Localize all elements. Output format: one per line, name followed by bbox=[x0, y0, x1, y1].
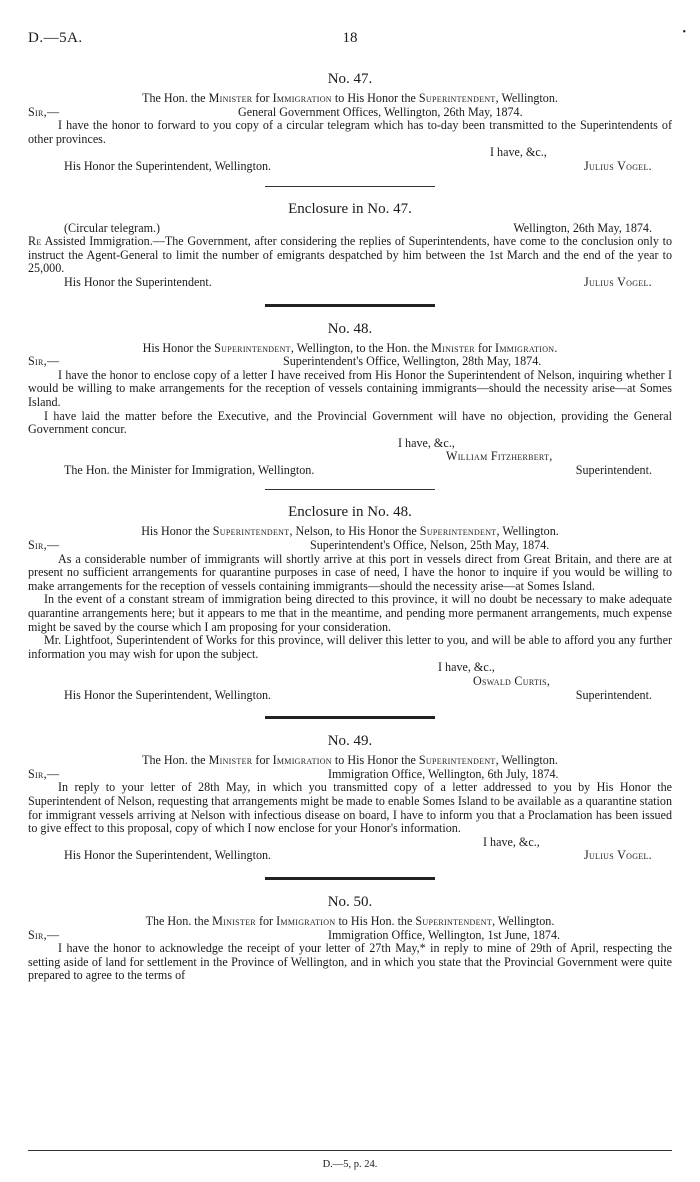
divider bbox=[265, 304, 435, 307]
signoff: I have, &c., bbox=[398, 435, 455, 450]
letter-body: I have the honor to forward to you copy of a circular telegram which has to-day been transmitted to the Superintendents of other provinces. bbox=[28, 118, 672, 146]
letter-no-49 bbox=[28, 732, 672, 863]
letter-address: The Hon. the Minister for Immigration to His Hon. the Superintendent, Wellington. bbox=[145, 913, 555, 928]
place-date: Superintendent's Office, Wellington, 28th May, 1874. bbox=[283, 354, 542, 369]
signature: Oswald Curtis, bbox=[473, 674, 551, 688]
letter-body: In the event of a constant stream of immigration being directed to this province, it will no doubt be necessary to make adequate quarantine arrangements here; but it appears to me that in the meantime, and pending more permanent arrangements, much expense might be saved by the course which I am proposing for your consideration. bbox=[28, 592, 672, 634]
letter-body: In reply to your letter of 28th May, in which you transmitted copy of a letter addressed to you by His Honor the Superintendent of Nelson, requesting that arrangements might be made to enable Somes Island to be available as a quarantine station for immigrant vessels arriving at Nelson with infectious disease on board, I have to inform you that a Proclamation has been issued to give effect to this proposal, copy of which I now enclose for your Honor's information. bbox=[28, 780, 672, 836]
salutation: Sir,— bbox=[28, 538, 60, 553]
divider bbox=[265, 489, 435, 490]
signature: Julius Vogel. bbox=[583, 158, 652, 173]
letter-body: I have the honor to enclose copy of a letter I have received from His Honor the Superintendent of Nelson, inquiring whether I would be willing to make arrangements for the reception of vessels containing immigrants—should the necessity arise—at Somes Island. bbox=[28, 367, 672, 409]
signoff: I have, &c., bbox=[438, 660, 495, 675]
divider bbox=[265, 186, 435, 187]
letter-address: The Hon. the Minister for Immigration to His Honor the Superintendent, Wellington. bbox=[142, 753, 558, 768]
salutation: Sir,— bbox=[28, 766, 60, 781]
divider bbox=[265, 877, 435, 880]
signature-row bbox=[28, 160, 672, 174]
margin-dot: • bbox=[682, 27, 686, 38]
salutation-line bbox=[28, 106, 672, 120]
letter-body: Re Assisted Immigration.—The Government, after considering the replies of Superintendents, have come to the conclusion only to instruct the Agent-General to limit the number of emigrants despatched by him between the 1st March and the end of the year to 25,000. bbox=[28, 234, 672, 276]
salutation: Sir,— bbox=[28, 354, 60, 369]
footer-reference: D.—5, p. 24. bbox=[322, 1159, 378, 1170]
letter-body: I have the honor to acknowledge the receipt of your letter of 27th May,* in reply to mine of 29th of April, respecting the setting aside of land for settlement in the Province of Wellington, and in which you state that the Provincial Government were quite prepared to agree to the terms of bbox=[28, 941, 672, 983]
letter-body: Mr. Lightfoot, Superintendent of Works for this province, will deliver this letter to you, and will be able to afford you any further information you may wish for upon the subject. bbox=[28, 633, 672, 661]
signature: William Fitzherbert, bbox=[446, 449, 553, 464]
divider bbox=[265, 716, 435, 719]
salutation-line bbox=[28, 539, 672, 553]
enclosure-no-48 bbox=[28, 503, 672, 702]
page-content bbox=[28, 70, 672, 983]
section-title: Enclosure in No. 47. bbox=[288, 200, 412, 217]
letter-body: As a considerable number of immigrants will shortly arrive at this port in vessels direct from Great Britain, and there are at present no sufficient arrangements for quarantine purposes in case of need, I have the honor to inquire if you would be willing to make arrangements for the reception of vessels containing immigrants—should the necessity arise—at Somes Island. bbox=[28, 551, 672, 593]
letter-address: The Hon. the Minister for Immigration to His Honor the Superintendent, Wellington. bbox=[142, 91, 558, 105]
letter-no-47 bbox=[28, 70, 672, 174]
section-title: No. 49. bbox=[327, 733, 373, 750]
section-title: No. 48. bbox=[327, 320, 373, 337]
salutation: Sir,— bbox=[28, 927, 60, 942]
letter-no-50 bbox=[28, 893, 672, 983]
recipient: The Hon. the Minister for Immigration, Wellington. bbox=[64, 462, 315, 477]
page-number: 18 bbox=[342, 30, 358, 46]
signoff: I have, &c., bbox=[490, 145, 547, 160]
salutation: Sir,— bbox=[28, 104, 60, 119]
telegram-note: (Circular telegram.) bbox=[64, 220, 161, 235]
section-title: No. 47. bbox=[327, 71, 373, 87]
signoff: I have, &c., bbox=[483, 834, 540, 849]
place-date: Immigration Office, Wellington, 1st June, 1874. bbox=[328, 927, 561, 942]
section-title: Enclosure in No. 48. bbox=[288, 504, 412, 521]
salutation-line bbox=[28, 355, 672, 369]
signatory-role: Superintendent. bbox=[575, 462, 652, 477]
place-date: Superintendent's Office, Nelson, 25th May, 1874. bbox=[310, 538, 550, 553]
footer-divider bbox=[28, 1150, 672, 1151]
place-date: Wellington, 26th May, 1874. bbox=[513, 220, 652, 235]
signature-row bbox=[28, 464, 672, 478]
recipient: His Honor the Superintendent, Wellington. bbox=[64, 158, 272, 173]
signatory-role: Superintendent. bbox=[575, 687, 652, 702]
document-reference: D.—5A. bbox=[28, 30, 83, 46]
recipient: His Honor the Superintendent, Wellington. bbox=[64, 848, 272, 863]
section-title: No. 50. bbox=[327, 893, 373, 910]
signature: Julius Vogel. bbox=[583, 274, 652, 289]
page-header bbox=[28, 32, 672, 52]
salutation-line bbox=[28, 768, 672, 782]
signature-row bbox=[28, 276, 672, 290]
letter-no-48 bbox=[28, 320, 672, 478]
enclosure-no-47 bbox=[28, 200, 672, 290]
letter-body: I have laid the matter before the Executive, and the Provincial Government will have no objection, providing the General Government concur. bbox=[28, 408, 672, 437]
recipient: His Honor the Superintendent, Wellington. bbox=[64, 687, 272, 702]
salutation-line bbox=[28, 929, 672, 943]
place-date: Immigration Office, Wellington, 6th July, 1874. bbox=[328, 766, 559, 781]
recipient: His Honor the Superintendent. bbox=[64, 274, 212, 289]
letter-address: His Honor the Superintendent, Wellington, to the Hon. the Minister for Immigration. bbox=[142, 340, 558, 355]
place-date: General Government Offices, Wellington, 26th May, 1874. bbox=[238, 104, 523, 119]
letter-address: His Honor the Superintendent, Nelson, to His Honor the Superintendent, Wellington. bbox=[141, 524, 559, 539]
signature-row bbox=[28, 849, 672, 863]
signature-row bbox=[28, 689, 672, 703]
note-line bbox=[28, 222, 672, 236]
signature: Julius Vogel. bbox=[583, 848, 652, 863]
